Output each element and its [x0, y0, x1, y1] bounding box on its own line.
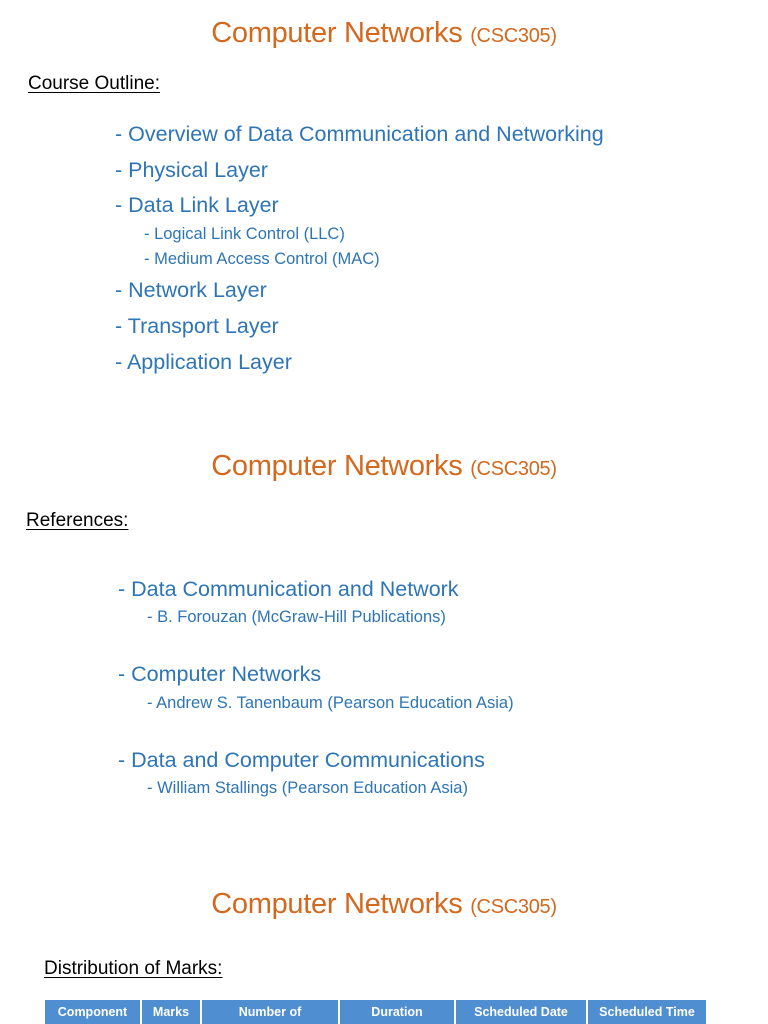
- column-header-number-of: Number of: [201, 1000, 339, 1024]
- reference-author-stallings: - William Stallings (Pearson Education Asia): [147, 779, 468, 797]
- outline-subitem-mac: - Medium Access Control (MAC): [144, 250, 380, 268]
- reference-title-forouzan: - Data Communication and Network: [118, 577, 459, 601]
- column-header-duration: Duration: [339, 1000, 455, 1024]
- references-heading: References:: [26, 510, 129, 531]
- outline-subitem-llc: - Logical Link Control (LLC): [144, 225, 345, 243]
- outline-item-transport-layer: - Transport Layer: [115, 314, 279, 338]
- reference-author-forouzan: - B. Forouzan (McGraw-Hill Publications): [147, 608, 446, 626]
- course-code: (CSC305): [470, 25, 557, 47]
- outline-item-physical-layer: - Physical Layer: [115, 158, 268, 182]
- page-title-references: [0, 449, 768, 486]
- column-header-scheduled-date: Scheduled Date: [455, 1000, 587, 1024]
- outline-item-application-layer: - Application Layer: [115, 350, 292, 374]
- distribution-of-marks-heading: Distribution of Marks:: [44, 958, 223, 979]
- reference-title-stallings: - Data and Computer Communications: [118, 748, 485, 772]
- title-main-text: Computer Networks: [211, 17, 463, 49]
- reference-title-tanenbaum: - Computer Networks: [118, 662, 322, 686]
- outline-item-network-layer: - Network Layer: [115, 278, 267, 302]
- column-header-marks: Marks: [141, 1000, 201, 1024]
- title-main-text: Computer Networks: [211, 888, 463, 920]
- column-header-scheduled-time: Scheduled Time: [587, 1000, 706, 1024]
- reference-author-tanenbaum: - Andrew S. Tanenbaum (Pearson Education Asia): [147, 694, 514, 712]
- marks-distribution-table: [45, 1000, 706, 1024]
- course-code: (CSC305): [470, 896, 557, 918]
- outline-item-data-link-layer: - Data Link Layer: [115, 193, 279, 217]
- course-outline-heading: Course Outline:: [28, 73, 161, 94]
- column-header-component: Component: [45, 1000, 141, 1024]
- title-main-text: Computer Networks: [211, 450, 463, 482]
- page-title-outline: [0, 16, 768, 53]
- table-header-row: [45, 1000, 706, 1024]
- course-code: (CSC305): [470, 458, 557, 480]
- page-title-marks: [0, 887, 768, 924]
- outline-item-overview: - Overview of Data Communication and Networking: [115, 122, 604, 146]
